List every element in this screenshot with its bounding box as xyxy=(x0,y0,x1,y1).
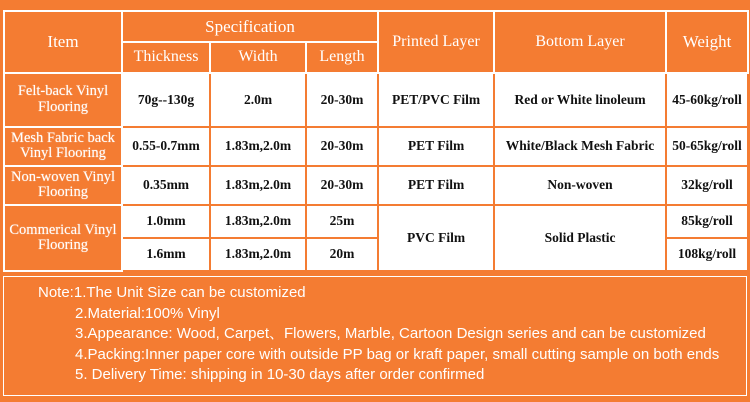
table-row xyxy=(4,127,748,166)
thickness-cell: 1.0mm xyxy=(122,205,210,238)
header-specification: Specification xyxy=(122,11,378,42)
printed-layer-cell: PVC Film xyxy=(378,205,494,271)
table-row xyxy=(4,166,748,205)
length-cell: 20-30m xyxy=(306,166,378,205)
header-weight: Weight xyxy=(666,11,748,73)
thickness-cell: 1.6mm xyxy=(122,238,210,271)
item-name: Felt-back Vinyl Flooring xyxy=(4,73,122,127)
header-bottom-layer: Bottom Layer xyxy=(494,11,666,73)
notes-section xyxy=(3,276,747,396)
length-cell: 25m xyxy=(306,205,378,238)
bottom-layer-cell: Non-woven xyxy=(494,166,666,205)
width-cell: 1.83m,2.0m xyxy=(210,238,306,271)
note-line: 3.Appearance: Wood, Carpet、Flowers, Marble, Cartoon Design series and can be customized xyxy=(75,325,706,342)
bottom-layer-cell: Solid Plastic xyxy=(494,205,666,271)
thickness-cell: 0.35mm xyxy=(122,166,210,205)
header-item: Item xyxy=(4,11,122,73)
printed-layer-cell: PET Film xyxy=(378,166,494,205)
thickness-cell: 70g--130g xyxy=(122,73,210,127)
printed-layer-cell: PET/PVC Film xyxy=(378,73,494,127)
note-line: 2.Material:100% Vinyl xyxy=(75,304,220,322)
width-cell: 2.0m xyxy=(210,73,306,127)
printed-layer-cell: PET Film xyxy=(378,127,494,166)
width-cell: 1.83m,2.0m xyxy=(210,166,306,205)
header-length: Length xyxy=(306,42,378,73)
note-line: 4.Packing:Inner paper core with outside PP bag or kraft paper, small cutting sample on both ends xyxy=(75,345,720,363)
length-cell: 20m xyxy=(306,238,378,271)
note-line: 5. Delivery Time: shipping in 10-30 days after order confirmed xyxy=(75,366,485,383)
table-row xyxy=(4,205,748,238)
bottom-layer-cell: White/Black Mesh Fabric xyxy=(494,127,666,166)
weight-cell: 45-60kg/roll xyxy=(666,73,748,127)
length-cell: 20-30m xyxy=(306,73,378,127)
item-name: Mesh Fabric back Vinyl Flooring xyxy=(4,127,122,166)
note-text: 1.The Unit Size can be customized xyxy=(73,284,306,301)
bottom-layer-cell: Red or White linoleum xyxy=(494,73,666,127)
width-cell: 1.83m,2.0m xyxy=(210,127,306,166)
weight-cell: 108kg/roll xyxy=(666,238,748,271)
spec-table xyxy=(3,10,749,272)
weight-cell: 32kg/roll xyxy=(666,166,748,205)
thickness-cell: 0.55-0.7mm xyxy=(122,127,210,166)
header-printed-layer: Printed Layer xyxy=(378,11,494,73)
width-cell: 1.83m,2.0m xyxy=(210,205,306,238)
weight-cell: 85kg/roll xyxy=(666,205,748,238)
length-cell: 20-30m xyxy=(306,127,378,166)
header-thickness: Thickness xyxy=(122,42,210,73)
table-row xyxy=(4,73,748,127)
header-width: Width xyxy=(210,42,306,73)
item-name: Commerical Vinyl Flooring xyxy=(4,205,122,271)
notes-label: Note: xyxy=(38,284,74,301)
note-line xyxy=(38,283,746,304)
item-name: Non-woven Vinyl Flooring xyxy=(4,166,122,205)
weight-cell: 50-65kg/roll xyxy=(666,127,748,166)
